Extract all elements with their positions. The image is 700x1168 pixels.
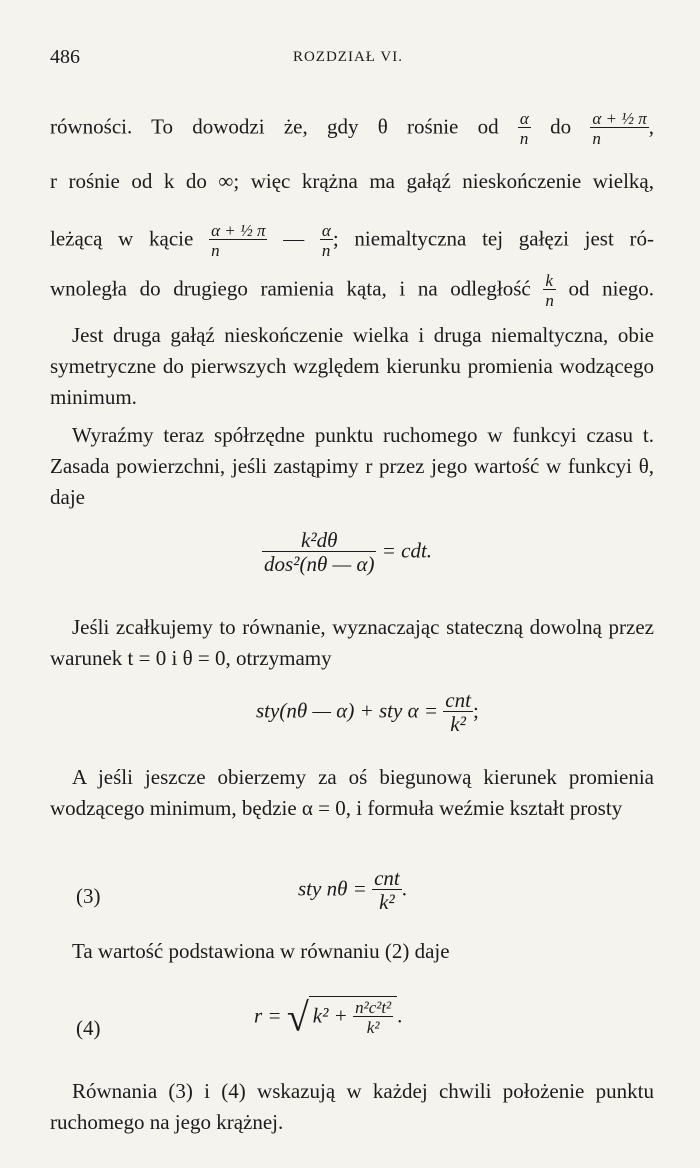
equation-3-label: (3) [76, 884, 101, 908]
equation-4: r = √ k² + $\frac{\text{n²c²t²}}{\text{k²}}$ . [254, 994, 403, 1040]
text-line-2: r rośnie od k do ∞; więc krążna ma gałąź nieskończenie wielką, [50, 169, 654, 193]
paragraph-4: Jeśli zcałkujemy to równanie, wyznaczając stateczną dowolną przez warunek t = 0 i θ = 0, otrzymamy [50, 615, 654, 670]
page-header [44, 46, 652, 70]
paragraph-3: Wyraźmy teraz spółrzędne punktu ruchomego w funkcyi czasu t. Zasada powierzchni, jeśli zastąpimy r przez jego wartość w funkcyi θ, daje [50, 423, 654, 509]
fraction-alpha-over-n: $\frac{\alpha}{n}$ [519, 109, 529, 148]
equation-2: sty(nθ — α) + sty α = $\frac{\text{cnt}}{\text{k²}}$ ; [256, 688, 479, 736]
paragraph-5: A jeśli jeszcze obierzemy za oś biegunową kierunek promienia wodzącego minimum, będzie α = 0, i formuła weźmie kształt prosty [50, 765, 654, 820]
equation-4-label: (4) [76, 1016, 101, 1040]
running-head: ROZDZIAŁ VI. [292, 49, 404, 65]
fraction-angle-1: $\frac{\text{α + ½ π}}{n}$ [211, 221, 266, 260]
fraction-alpha-plus-half-pi-over-n: $\frac{\text{α + ½ π}}{n}$ [592, 109, 647, 148]
square-root-sign: √ [286, 994, 309, 1040]
equation-1: $\frac{\text{k²dθ}}{\text{dos²(nθ — α)}}$ = cdt. [264, 528, 433, 576]
paragraph-7: Równania (3) i (4) wskazują w każdej chwili położenie punktu ruchomego na jego krążnej. [50, 1079, 654, 1134]
word-do: do [550, 114, 572, 139]
equation-3: sty nθ = $\frac{\text{cnt}}{\text{k²}}$ . [298, 866, 407, 914]
radicand: k² + $\frac{\text{n²c²t²}}{\text{k²}}$ [309, 996, 397, 1036]
line-1-text: równości. To dowodzi że, gdy θ rośnie od [50, 114, 499, 139]
page-number: 486 [50, 46, 80, 68]
text-line-4: wnoległa do drugiego ramienia kąta, i na odległość $\frac{k}{n}$ od niego. [50, 271, 655, 310]
paragraph-6: Ta wartość podstawiona w równaniu (2) daje [72, 939, 450, 963]
fraction-k-over-n: $\frac{k}{n}$ [545, 271, 554, 310]
paragraph-2: Jest druga gałąź nieskończenie wielka i druga niemaltyczna, obie symetryczne do pierwszych względem kierunku promienia wodzącego minimum. [50, 323, 654, 409]
text-line-1: równości. To dowodzi że, gdy θ rośnie od $\frac{\alpha}{n}$ do $\frac{\text{α + ½ π}}{n}$ , [50, 109, 655, 148]
fraction-angle-2: $\frac{\alpha}{n}$ [321, 221, 331, 260]
text-line-3: leżącą w kącie $\frac{\text{α + ½ π}}{n}$ — $\frac{\alpha}{n}$ ; niemaltyczna tej gałęzi jest ró- [50, 221, 654, 260]
